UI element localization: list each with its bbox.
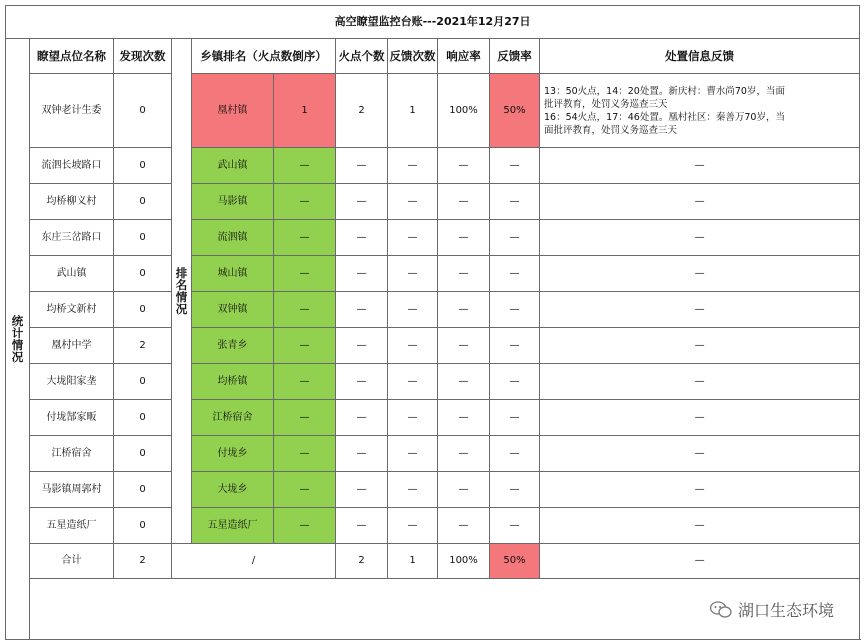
page-title: 高空瞭望监控台账---2021年12月27日 [6, 6, 860, 39]
section-label-char: 名 [175, 278, 188, 292]
disposal-feedback: — [540, 400, 860, 436]
total-feedback-count: 1 [388, 544, 438, 579]
disposal-line: 16：54火点，17：46处置。凰村社区：秦善万70岁，当 [544, 111, 785, 123]
disposal-feedback: — [540, 292, 860, 328]
fire-count: — [336, 292, 388, 328]
town-name: 武山镇 [192, 148, 274, 184]
site-name: 付垅郜家畈 [30, 400, 114, 436]
town-name: 凰村镇 [192, 74, 274, 148]
feedback-rate: — [490, 436, 540, 472]
watermark [710, 598, 834, 621]
feedback-rate: — [490, 292, 540, 328]
site-name: 东庄三岔路口 [30, 220, 114, 256]
fire-count: — [336, 220, 388, 256]
ledger-table [5, 5, 860, 640]
fire-count: — [336, 400, 388, 436]
table-row [6, 220, 860, 256]
found-count: 0 [114, 256, 172, 292]
town-fire-count: — [274, 508, 336, 544]
found-count: 2 [114, 328, 172, 364]
table-row [6, 148, 860, 184]
header-fires: 火点个数 [336, 39, 388, 74]
site-name: 马影镇周郭村 [30, 472, 114, 508]
found-count: 0 [114, 472, 172, 508]
disposal-line: 13：50火点，14：20处置。新庆村：曹水尚70岁，当面 [544, 85, 785, 97]
disposal-feedback: — [540, 436, 860, 472]
response-rate: — [438, 400, 490, 436]
feedback-rate: — [490, 184, 540, 220]
found-count: 0 [114, 74, 172, 148]
table-row [6, 472, 860, 508]
table-row [6, 328, 860, 364]
feedback-count: — [388, 508, 438, 544]
response-rate: 100% [438, 74, 490, 148]
town-fire-count: — [274, 148, 336, 184]
header-feedback-count: 反馈次数 [388, 39, 438, 74]
town-fire-count: — [274, 328, 336, 364]
site-name: 流泗长坡路口 [30, 148, 114, 184]
town-fire-count: — [274, 364, 336, 400]
disposal-feedback: — [540, 472, 860, 508]
disposal-feedback: — [540, 184, 860, 220]
response-rate: — [438, 148, 490, 184]
found-count: 0 [114, 220, 172, 256]
section-label-char: 况 [11, 350, 24, 364]
header-row [6, 39, 860, 74]
site-name: 均桥文新村 [30, 292, 114, 328]
fire-count: 2 [336, 74, 388, 148]
fire-count: — [336, 328, 388, 364]
fire-count: — [336, 256, 388, 292]
feedback-rate: — [490, 472, 540, 508]
feedback-rate: — [490, 328, 540, 364]
section-label-char: 况 [175, 302, 188, 316]
town-name: 均桥镇 [192, 364, 274, 400]
feedback-count: — [388, 328, 438, 364]
fire-count: — [336, 184, 388, 220]
response-rate: — [438, 508, 490, 544]
town-fire-count: — [274, 184, 336, 220]
feedback-count: — [388, 292, 438, 328]
response-rate: — [438, 256, 490, 292]
total-fires: 2 [336, 544, 388, 579]
response-rate: — [438, 436, 490, 472]
disposal-feedback: — [540, 328, 860, 364]
feedback-count: — [388, 184, 438, 220]
found-count: 0 [114, 184, 172, 220]
total-row [6, 544, 860, 579]
section-label-char: 计 [11, 326, 24, 340]
town-name: 张青乡 [192, 328, 274, 364]
feedback-rate: — [490, 364, 540, 400]
town-fire-count: — [274, 292, 336, 328]
disposal-feedback: — [540, 256, 860, 292]
town-name: 流泗镇 [192, 220, 274, 256]
fire-count: — [336, 436, 388, 472]
town-fire-count: — [274, 400, 336, 436]
town-name: 江桥宿舍 [192, 400, 274, 436]
feedback-count: — [388, 364, 438, 400]
site-name: 均桥柳义村 [30, 184, 114, 220]
site-name: 江桥宿舍 [30, 436, 114, 472]
site-name: 双钟老计生委 [30, 74, 114, 148]
town-name: 马影镇 [192, 184, 274, 220]
total-label: 合计 [30, 544, 114, 579]
section-label-char: 情 [175, 290, 188, 304]
table-row [6, 364, 860, 400]
feedback-count: — [388, 400, 438, 436]
found-count: 0 [114, 400, 172, 436]
town-name: 城山镇 [192, 256, 274, 292]
header-disposal: 处置信息反馈 [540, 39, 860, 74]
town-name: 付垅乡 [192, 436, 274, 472]
watermark-text: 湖口生态环境 [737, 601, 834, 620]
total-disposal: — [540, 544, 860, 579]
table-row [6, 184, 860, 220]
feedback-count: 1 [388, 74, 438, 148]
section-label-char: 统 [11, 314, 24, 328]
found-count: 0 [114, 364, 172, 400]
table-row [6, 256, 860, 292]
site-name: 大垅阳家垄 [30, 364, 114, 400]
feedback-rate: — [490, 148, 540, 184]
response-rate: — [438, 184, 490, 220]
town-fire-count: — [274, 220, 336, 256]
town-fire-count: — [274, 472, 336, 508]
header-feedback-rate: 反馈率 [490, 39, 540, 74]
town-name: 五星造纸厂 [192, 508, 274, 544]
fire-count: — [336, 364, 388, 400]
header-found: 发现次数 [114, 39, 172, 74]
header-response-rate: 响应率 [438, 39, 490, 74]
total-response-rate: 100% [438, 544, 490, 579]
town-name: 大垅乡 [192, 472, 274, 508]
town-fire-count: 1 [274, 74, 336, 148]
feedback-count: — [388, 256, 438, 292]
site-name: 五星造纸厂 [30, 508, 114, 544]
header-site: 瞭望点位名称 [30, 39, 114, 74]
disposal-feedback: — [540, 364, 860, 400]
feedback-rate: — [490, 256, 540, 292]
response-rate: — [438, 292, 490, 328]
table-row [6, 436, 860, 472]
found-count: 0 [114, 508, 172, 544]
section-label-char: 情 [11, 338, 24, 352]
response-rate: — [438, 364, 490, 400]
disposal-line: 面批评教育，处罚义务巡查三天 [544, 124, 678, 136]
total-feedback-rate: 50% [490, 544, 540, 579]
found-count: 0 [114, 436, 172, 472]
fire-count: — [336, 148, 388, 184]
disposal-feedback: — [540, 148, 860, 184]
header-rank: 乡镇排名（火点数倒序） [192, 39, 336, 74]
feedback-rate: 50% [490, 74, 540, 148]
fire-count: — [336, 472, 388, 508]
feedback-count: — [388, 472, 438, 508]
found-count: 0 [114, 148, 172, 184]
town-fire-count: — [274, 436, 336, 472]
table-row [6, 74, 860, 148]
response-rate: — [438, 220, 490, 256]
disposal-feedback: — [540, 508, 860, 544]
town-fire-count: — [274, 256, 336, 292]
fire-count: — [336, 508, 388, 544]
feedback-rate: — [490, 220, 540, 256]
feedback-count: — [388, 436, 438, 472]
table-row [6, 292, 860, 328]
found-count: 0 [114, 292, 172, 328]
feedback-count: — [388, 220, 438, 256]
disposal-feedback: — [540, 220, 860, 256]
response-rate: — [438, 472, 490, 508]
stats-section-label [6, 39, 30, 640]
disposal-line: 批评教育，处罚义务巡查三天 [544, 98, 668, 110]
table-row [6, 400, 860, 436]
town-name: 双钟镇 [192, 292, 274, 328]
feedback-rate: — [490, 400, 540, 436]
total-found: 2 [114, 544, 172, 579]
site-name: 凰村中学 [30, 328, 114, 364]
rank-section-label [172, 39, 192, 544]
chat-bubble-icon [710, 601, 732, 619]
table-row [6, 508, 860, 544]
total-rank-slash: / [172, 544, 336, 579]
disposal-feedback [540, 74, 860, 148]
feedback-rate: — [490, 508, 540, 544]
feedback-count: — [388, 148, 438, 184]
section-label-char: 排 [175, 266, 188, 280]
site-name: 武山镇 [30, 256, 114, 292]
response-rate: — [438, 328, 490, 364]
